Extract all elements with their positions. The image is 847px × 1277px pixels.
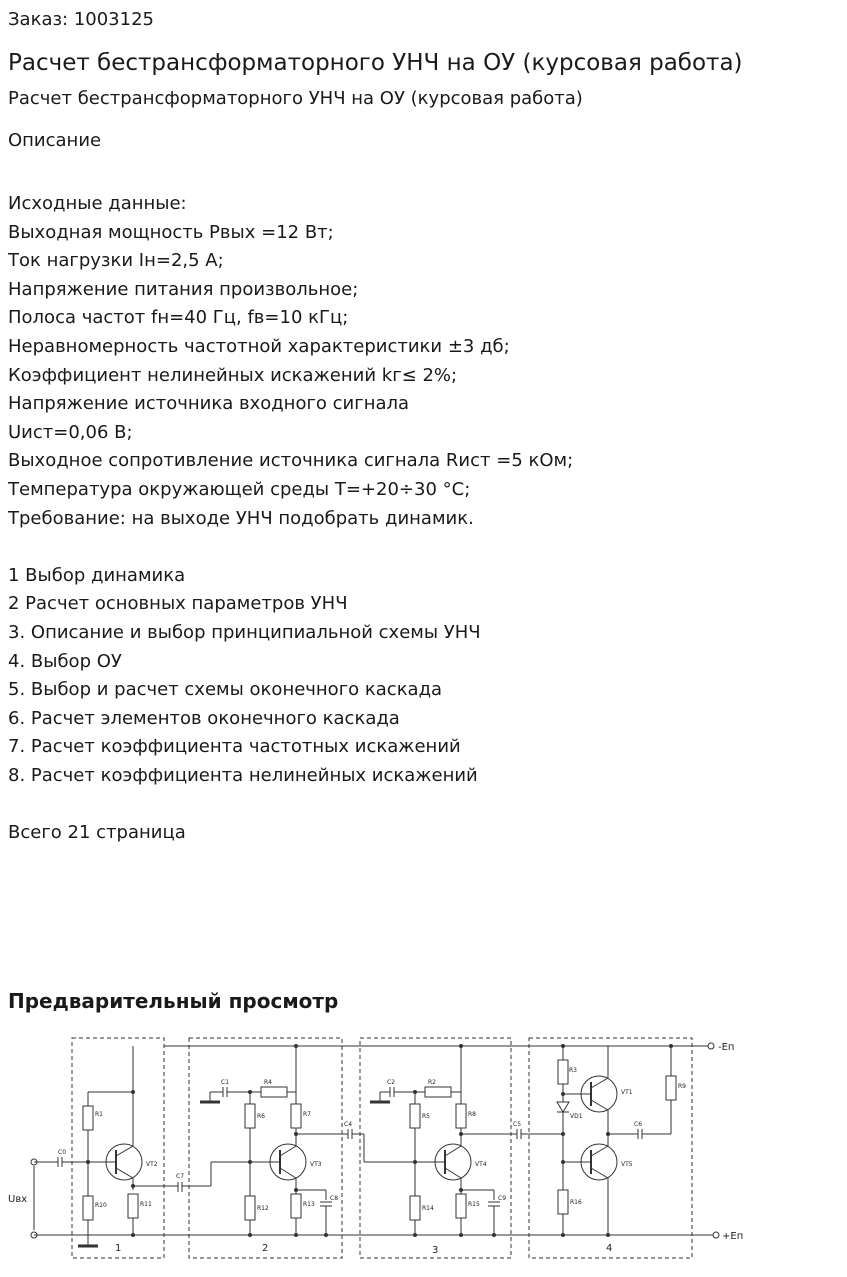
part-label-vt1: VT1 <box>621 1089 633 1096</box>
description-line: 1 Выбор динамика <box>8 564 186 586</box>
description-line: Полоса частот fн=40 Гц, fв=10 кГц; <box>8 307 349 329</box>
description-line: Требование: на выходе УНЧ подобрать динамик. <box>8 507 474 529</box>
part-label-vt2: VT2 <box>146 1161 158 1168</box>
description-line: Всего 21 страница <box>8 822 186 844</box>
part-label-c9: C9 <box>498 1195 507 1202</box>
part-label-r9: R9 <box>678 1083 686 1090</box>
part-label-c0: C0 <box>58 1149 67 1156</box>
stage-label-1: 1 <box>115 1243 122 1254</box>
part-label-r8: R8 <box>468 1111 476 1118</box>
stage-label-4: 4 <box>606 1243 613 1254</box>
part-label-r4: R4 <box>264 1079 272 1086</box>
part-label-vt3: VT3 <box>310 1161 322 1168</box>
description-line: Коэффициент нелинейных искажений kг≤ 2%; <box>8 364 458 386</box>
part-label-r7: R7 <box>303 1111 311 1118</box>
description-line: 8. Расчет коэффициента нелинейных искажений <box>8 764 478 786</box>
part-label-r10: R10 <box>95 1202 107 1209</box>
description-line: 6. Расчет элементов оконечного каскада <box>8 707 400 729</box>
supply-positive-label: +Еп <box>722 1231 744 1242</box>
part-label-c1: C1 <box>221 1079 230 1086</box>
part-label-r14: R14 <box>422 1205 434 1212</box>
part-label-c6: C6 <box>634 1121 643 1128</box>
description-line: Температура окружающей среды Т=+20÷30 °С; <box>8 478 471 500</box>
page-subtitle: Расчет бестрансформаторного УНЧ на ОУ (курсовая работа) <box>8 88 583 109</box>
description-line: Напряжение питания произвольное; <box>8 278 359 300</box>
part-label-r11: R11 <box>140 1201 152 1208</box>
description-line: 3. Описание и выбор принципиальной схемы УНЧ <box>8 621 481 643</box>
description-line: Ток нагрузки Iн=2,5 А; <box>8 250 224 272</box>
stage-label-2: 2 <box>262 1243 269 1254</box>
part-label-r1: R1 <box>95 1111 103 1118</box>
part-label-r2: R2 <box>428 1079 436 1086</box>
description-line <box>8 790 573 819</box>
description-line: 5. Выбор и расчет схемы оконечного каскада <box>8 679 443 701</box>
description-line <box>8 533 573 562</box>
part-label-vt5: VT5 <box>621 1161 633 1168</box>
supply-negative-label: -Еп <box>718 1042 735 1053</box>
part-label-r5: R5 <box>422 1113 430 1120</box>
part-label-r6: R6 <box>257 1113 265 1120</box>
description-line: Выходная мощность Рвых =12 Вт; <box>8 221 334 243</box>
input-voltage-label: Uвх <box>8 1194 28 1205</box>
part-label-c5: C5 <box>513 1121 522 1128</box>
description-line: 7. Расчет коэффициента частотных искажений <box>8 736 461 758</box>
stage-label-3: 3 <box>432 1245 439 1256</box>
description-line: Uист=0,06 В; <box>8 421 133 443</box>
description-heading: Описание <box>8 130 102 151</box>
description-text <box>8 190 573 848</box>
part-label-vt4: VT4 <box>475 1161 487 1168</box>
description-line: Исходные данные: <box>8 193 187 214</box>
part-label-r15: R15 <box>468 1201 480 1208</box>
part-label-vd1: VD1 <box>570 1113 583 1120</box>
part-label-c4: C4 <box>344 1121 353 1128</box>
page-title: Расчет бестрансформаторного УНЧ на ОУ (курсовая работа) <box>8 50 743 76</box>
part-label-c2: C2 <box>387 1079 396 1086</box>
order-number: Заказ: 1003125 <box>8 9 154 30</box>
part-label-r16: R16 <box>570 1199 582 1206</box>
part-label-c7: C7 <box>176 1173 185 1180</box>
description-line: 4. Выбор ОУ <box>8 650 122 672</box>
description-line: Выходное сопротивление источника сигнала Rист =5 кОм; <box>8 450 574 472</box>
circuit-schematic-preview <box>8 1030 768 1270</box>
part-label-r3: R3 <box>569 1067 577 1074</box>
part-label-c8: C8 <box>330 1195 339 1202</box>
description-line: Неравномерность частотной характеристики ±3 дб; <box>8 335 510 357</box>
preview-heading: Предварительный просмотр <box>8 989 339 1013</box>
description-line: 2 Расчет основных параметров УНЧ <box>8 593 348 615</box>
description-line: Напряжение источника входного сигнала <box>8 393 410 415</box>
part-label-r12: R12 <box>257 1205 269 1212</box>
part-label-r13: R13 <box>303 1201 315 1208</box>
